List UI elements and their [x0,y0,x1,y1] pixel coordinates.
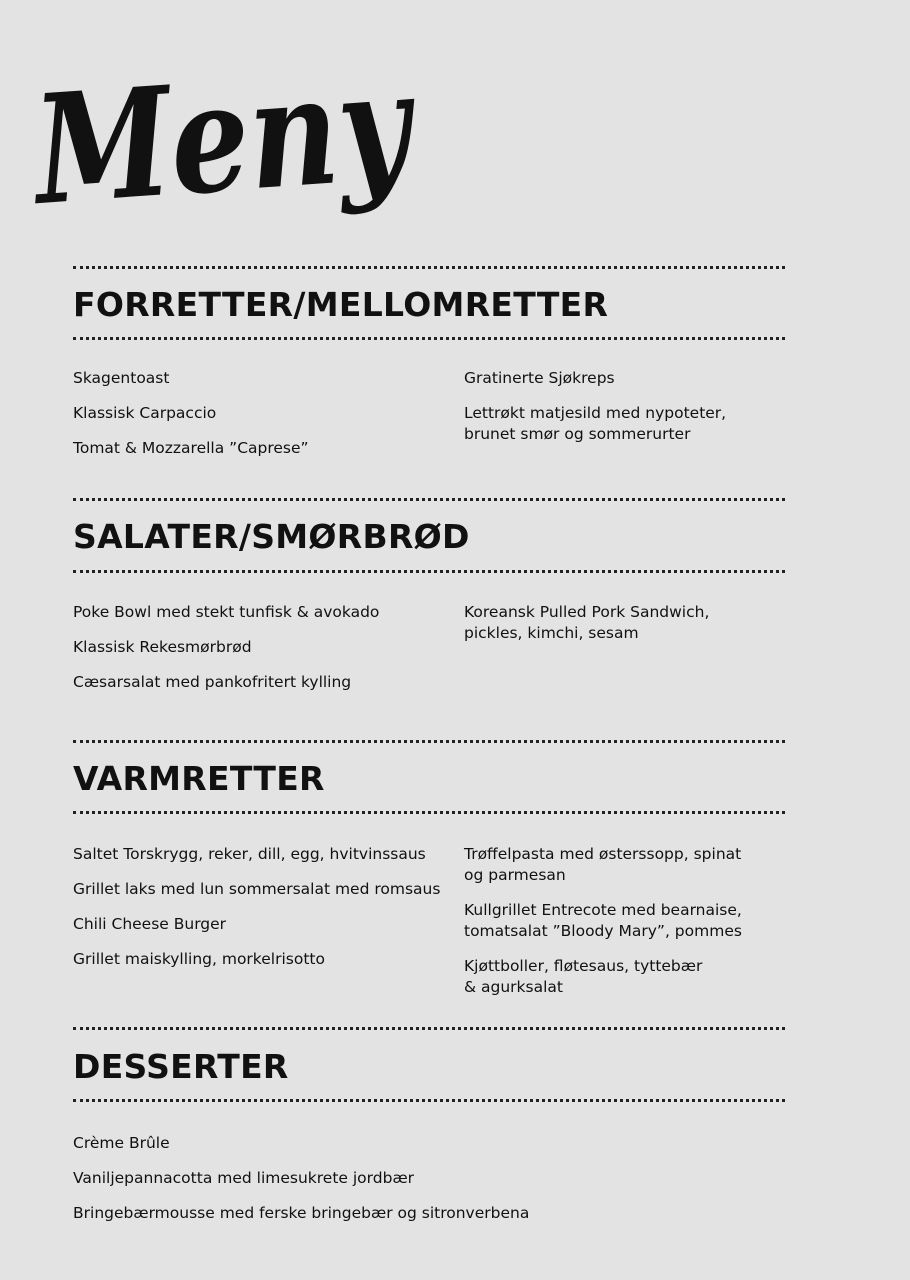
menu-item-cont: pickles, kimchi, sesam [464,624,639,642]
menu-item-cont: & agurksalat [464,978,563,996]
divider-bottom [73,337,785,340]
menu-logo-text: Meny [28,31,498,240]
menu-item: Crème Brûle [73,1134,170,1152]
menu-item: Kullgrillet Entrecote med bearnaise, [464,901,742,919]
menu-item: Skagentoast [73,369,170,387]
menu-item: Cæsarsalat med pankofritert kylling [73,673,352,691]
menu-item: Gratinerte Sjøkreps [464,369,615,387]
divider-bottom [73,570,785,573]
menu-item: Trøffelpasta med østerssopp, spinat [464,845,742,863]
menu-item: Klassisk Rekesmørbrød [73,638,252,656]
menu-item: Lettrøkt matjesild med nypoteter, [464,404,727,422]
menu-item: Chili Cheese Burger [73,915,227,933]
menu-item: Klassisk Carpaccio [73,404,217,422]
menu-item: Grillet laks med lun sommersalat med romsaus [73,880,441,898]
divider-top [73,740,785,743]
menu-logo [24,31,498,240]
menu-item: Poke Bowl med stekt tunfisk & avokado [73,603,380,621]
menu-item-cont: og parmesan [464,866,566,884]
menu-item-cont: tomatsalat ”Bloody Mary”, pommes [464,922,742,940]
section-heading: DESSERTER [73,1047,289,1086]
menu-item: Tomat & Mozzarella ”Caprese” [73,439,309,457]
menu-item: Koreansk Pulled Pork Sandwich, [464,603,710,621]
menu-item: Saltet Torskrygg, reker, dill, egg, hvitvinssaus [73,845,426,863]
section-heading: SALATER/SMØRBRØD [73,517,470,556]
section-heading: FORRETTER/MELLOMRETTER [73,285,609,324]
menu-item-cont: brunet smør og sommerurter [464,425,691,443]
menu-item: Vaniljepannacotta med limesukrete jordbær [73,1169,415,1187]
divider-top [73,498,785,501]
divider-top [73,1027,785,1030]
menu-item: Bringebærmousse med ferske bringebær og sitronverbena [73,1204,530,1222]
divider-top [73,266,785,269]
menu-item: Kjøttboller, fløtesaus, tyttebær [464,957,703,975]
section-heading: VARMRETTER [73,759,325,798]
divider-bottom [73,1099,785,1102]
menu-item: Grillet maiskylling, morkelrisotto [73,950,325,968]
divider-bottom [73,811,785,814]
